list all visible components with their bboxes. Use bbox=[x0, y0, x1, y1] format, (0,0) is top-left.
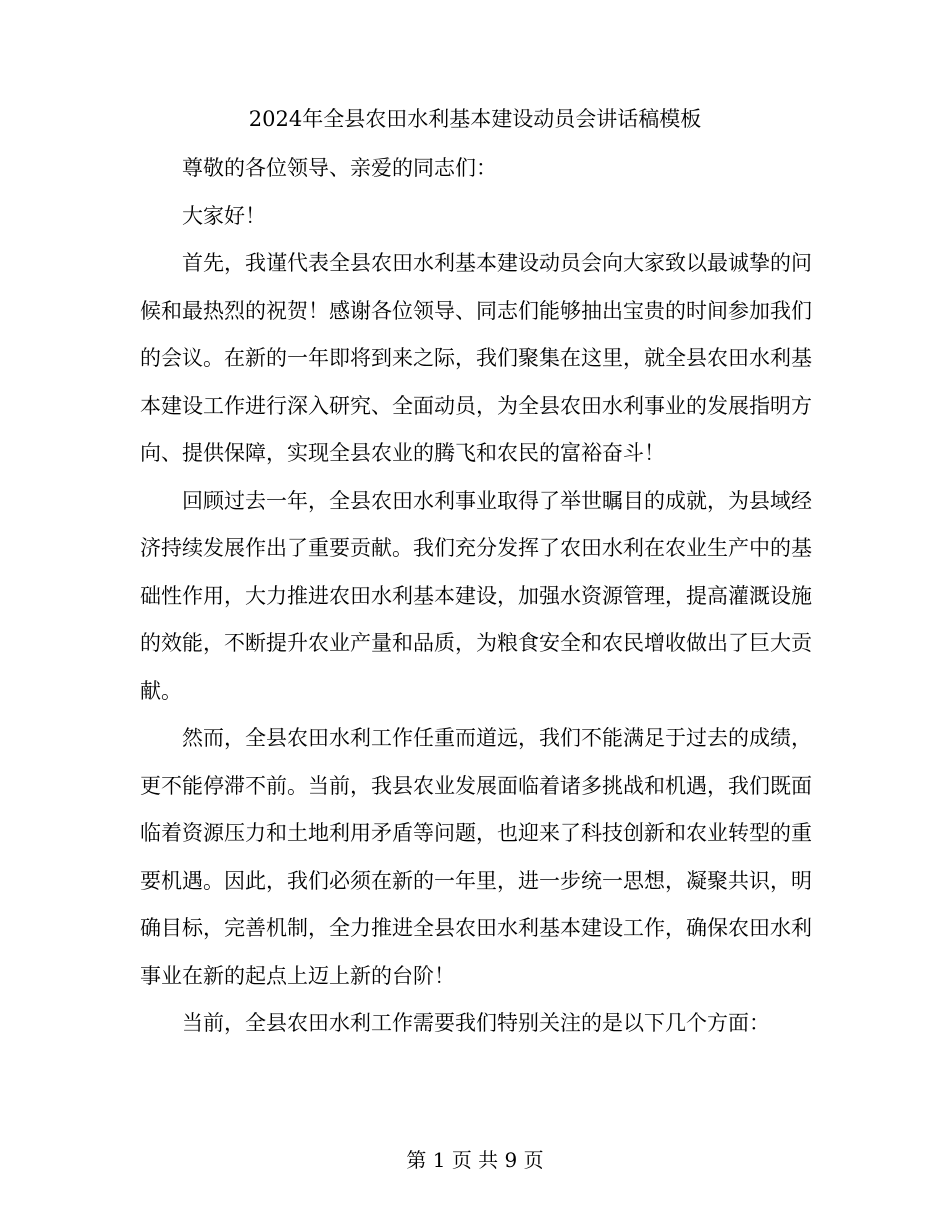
greeting: 大家好！ bbox=[182, 203, 266, 228]
paragraph-challenges: 然而，全县农田水利工作任重而道远，我们不能满足于过去的成绩，更不能停滞不前。当前，我县农业发展面临着诸多挑战和机遇，我们既面临着资源压力和土地利用矛盾等问题，也迎来了科技创新和农业转型的重要机遇。因此，我们必须在新的一年里，进一步统一思想，凝聚共识，明确目标，完善机制，全力推进全县农田水利基本建设工作，确保农田水利事业在新的起点上迈上新的台阶！ bbox=[140, 726, 812, 988]
paragraph-focus: 当前，全县农田水利工作需要我们特别关注的是以下几个方面： bbox=[182, 1011, 770, 1035]
paragraph-review: 回顾过去一年，全县农田水利事业取得了举世瞩目的成就，为县域经济持续发展作出了重要贡献。我们充分发挥了农田水利在农业生产中的基础性作用，大力推进农田水利基本建设，加强水资源管理，提高灌溉设施的效能，不断提升农业产量和品质，为粮食安全和农民增收做出了巨大贡献。 bbox=[140, 488, 812, 703]
document-body bbox=[140, 145, 812, 1048]
page-number-footer: 第 1 页 共 9 页 bbox=[406, 1148, 544, 1172]
document-title: 2024年全县农田水利基本建设动员会讲话稿模板 bbox=[248, 107, 702, 131]
salutation: 尊敬的各位领导、亲爱的同志们： bbox=[182, 156, 497, 180]
paragraph-opening: 首先，我谨代表全县农田水利基本建设动员会向大家致以最诚挚的问候和最热烈的祝贺！感谢各位领导、同志们能够抽出宝贵的时间参加我们的会议。在新的一年即将到来之际，我们聚集在这里，就全县农田水利基本建设工作进行深入研究、全面动员，为全县农田水利事业的发展指明方向、提供保障，实现全县农业的腾飞和农民的富裕奋斗！ bbox=[140, 251, 812, 465]
